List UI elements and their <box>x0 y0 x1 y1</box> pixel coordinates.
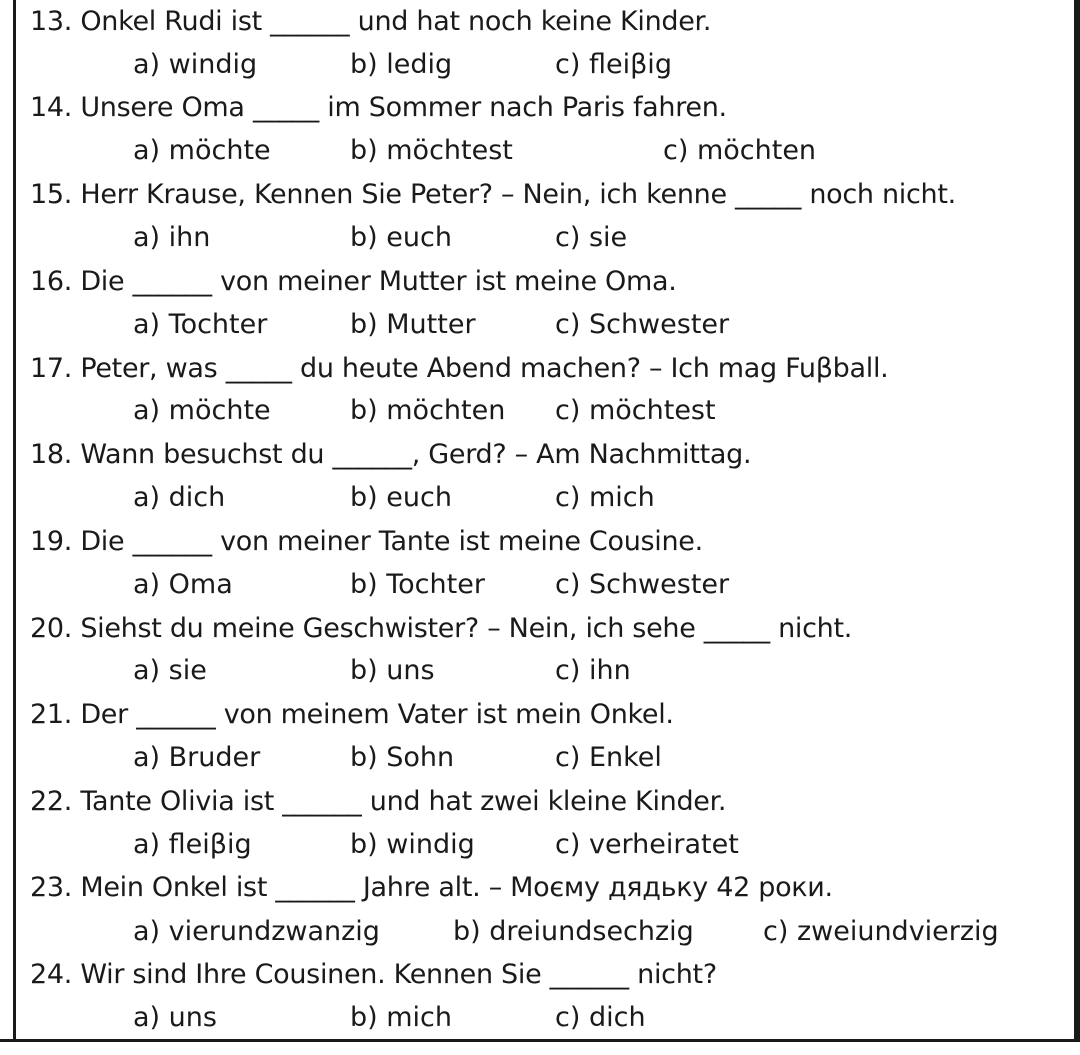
question-24: 24. Wir sind Ihre Cousinen. Kennen Sie ______ nicht? <box>30 959 717 990</box>
scan-border-left <box>0 0 16 1040</box>
scan-border-bottom <box>0 1039 1080 1055</box>
question-15: 15. Herr Krause, Kennen Sie Peter? – Nein, ich kenne _____ noch nicht. <box>30 179 956 210</box>
answer-options-14 <box>133 131 1063 171</box>
option-a[interactable]: a) Bruder <box>133 742 261 773</box>
option-c[interactable]: c) möchten <box>663 135 817 166</box>
option-a[interactable]: a) Oma <box>133 569 233 600</box>
option-a[interactable]: a) möchte <box>133 135 271 166</box>
question-19: 19. Die ______ von meiner Tante ist meine Cousine. <box>30 526 703 557</box>
question-22: 22. Tante Olivia ist ______ und hat zwei kleine Kinder. <box>30 786 727 817</box>
option-b[interactable]: b) ledig <box>350 49 453 80</box>
scan-border-right <box>1074 0 1080 1040</box>
answer-options-22 <box>133 825 1063 865</box>
option-c[interactable]: c) mich <box>555 482 655 513</box>
option-c[interactable]: c) zweiundvierzig <box>763 916 999 947</box>
answer-options-20 <box>133 651 1063 691</box>
answer-options-21 <box>133 738 1063 778</box>
answer-options-15 <box>133 218 1063 258</box>
option-a[interactable]: a) ihn <box>133 222 211 253</box>
option-b[interactable]: b) möchten <box>350 395 506 426</box>
option-b[interactable]: b) dreiundsechzig <box>453 916 694 947</box>
option-b[interactable]: b) Tochter <box>350 569 485 600</box>
option-a[interactable]: a) Tochter <box>133 309 268 340</box>
option-a[interactable]: a) vierundzwanzig <box>133 916 380 947</box>
question-20: 20. Siehst du meine Geschwister? – Nein, ich sehe _____ nicht. <box>30 613 853 644</box>
option-a[interactable]: a) möchte <box>133 395 271 426</box>
option-c[interactable]: c) möchtest <box>555 395 716 426</box>
option-b[interactable]: b) Sohn <box>350 742 455 773</box>
question-17: 17. Peter, was _____ du heute Abend machen? – Ich mag Fuβball. <box>30 353 889 384</box>
option-c[interactable]: c) verheiratet <box>555 829 739 860</box>
question-21: 21. Der ______ von meinem Vater ist mein Onkel. <box>30 699 674 730</box>
option-a[interactable]: a) fleiβig <box>133 829 252 860</box>
option-a[interactable]: a) windig <box>133 49 258 80</box>
option-a[interactable]: a) uns <box>133 1002 217 1033</box>
answer-options-19 <box>133 565 1063 605</box>
question-14: 14. Unsere Oma _____ im Sommer nach Paris fahren. <box>30 92 727 123</box>
option-b[interactable]: b) windig <box>350 829 475 860</box>
option-b[interactable]: b) mich <box>350 1002 453 1033</box>
option-c[interactable]: c) fleiβig <box>555 49 672 80</box>
answer-options-17 <box>133 391 1063 431</box>
question-16: 16. Die ______ von meiner Mutter ist meine Oma. <box>30 266 677 297</box>
question-13: 13. Onkel Rudi ist ______ und hat noch keine Kinder. <box>30 6 712 37</box>
option-c[interactable]: c) Schwester <box>555 309 730 340</box>
option-c[interactable]: c) Enkel <box>555 742 662 773</box>
answer-options-18 <box>133 478 1063 518</box>
answer-options-23 <box>133 912 1063 952</box>
question-18: 18. Wann besuchst du ______, Gerd? – Am Nachmittag. <box>30 439 752 470</box>
option-b[interactable]: b) Mutter <box>350 309 476 340</box>
option-c[interactable]: c) Schwester <box>555 569 730 600</box>
option-c[interactable]: c) dich <box>555 1002 646 1033</box>
option-b[interactable]: b) uns <box>350 655 435 686</box>
question-23: 23. Mein Onkel ist ______ Jahre alt. – Моєму дядьку 42 роки. <box>30 872 833 903</box>
option-b[interactable]: b) möchtest <box>350 135 513 166</box>
option-b[interactable]: b) euch <box>350 482 452 513</box>
answer-options-13 <box>133 45 1063 85</box>
answer-options-16 <box>133 305 1063 345</box>
option-b[interactable]: b) euch <box>350 222 452 253</box>
option-c[interactable]: c) ihn <box>555 655 631 686</box>
option-c[interactable]: c) sie <box>555 222 628 253</box>
option-a[interactable]: a) dich <box>133 482 226 513</box>
option-a[interactable]: a) sie <box>133 655 207 686</box>
answer-options-24 <box>133 998 1063 1038</box>
